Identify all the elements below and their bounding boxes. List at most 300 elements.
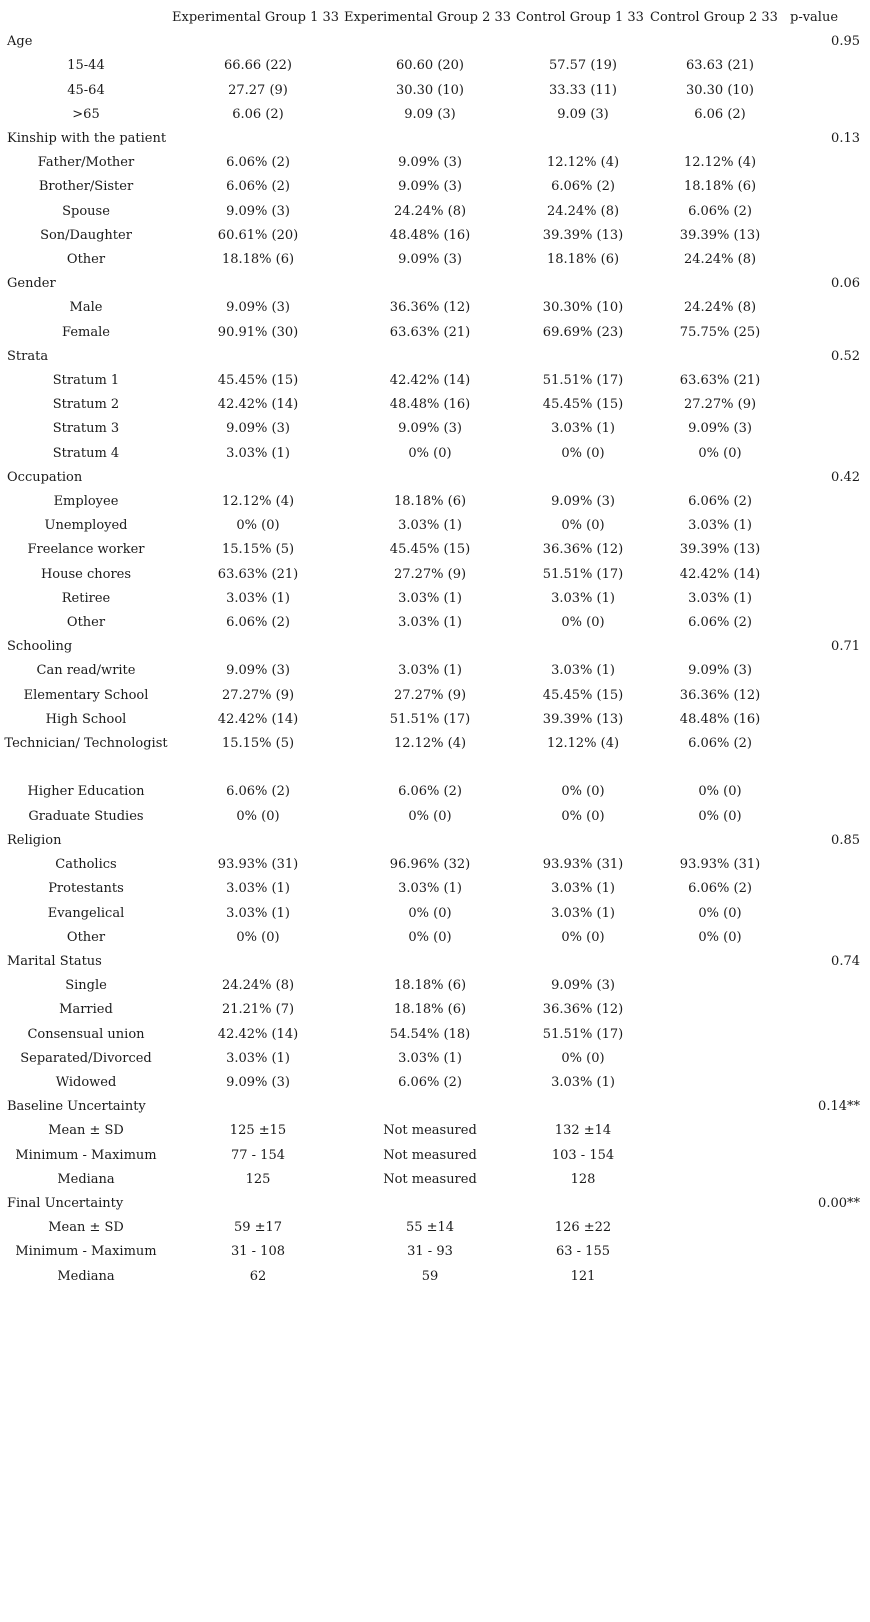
section-label: Marital Status	[7, 953, 102, 969]
value-cell: 36.36% (12)	[542, 542, 624, 558]
empty-cell	[790, 442, 862, 466]
value-cell: 12.12% (4)	[546, 736, 620, 752]
value-cell: 21.21% (7)	[221, 1002, 295, 1018]
empty-cell	[790, 248, 862, 272]
table-row	[0, 1144, 862, 1168]
value-cell: 3.03% (1)	[398, 590, 462, 606]
value-cell: Not measured	[383, 1171, 477, 1187]
row-label: Single	[65, 978, 107, 994]
section-label: Schooling	[7, 639, 73, 655]
section-p-value: 0.52	[831, 348, 860, 364]
section-label: Final Uncertainty	[7, 1195, 124, 1211]
section-label: Age	[7, 34, 33, 50]
value-cell: 3.03% (1)	[398, 663, 462, 679]
value-cell: 48.48% (16)	[679, 711, 761, 727]
section-row	[0, 1095, 862, 1119]
table-row	[0, 611, 862, 635]
value-cell: 24.24% (8)	[546, 203, 620, 219]
value-cell: 15.15% (5)	[221, 736, 295, 752]
value-cell	[650, 1023, 790, 1047]
empty-cell	[790, 151, 862, 175]
row-label: House chores	[40, 566, 132, 582]
value-cell: 77 - 154	[230, 1147, 285, 1163]
table-row	[0, 369, 862, 393]
section-row	[0, 950, 862, 974]
value-cell: 9.09% (3)	[398, 421, 462, 437]
value-cell: 6.06% (2)	[398, 784, 462, 800]
value-cell: 103 - 154	[551, 1147, 615, 1163]
section-row	[0, 272, 862, 296]
value-cell: 75.75% (25)	[679, 324, 761, 340]
value-cell: 6.06 (2)	[694, 106, 746, 122]
value-cell: 12.12% (4)	[546, 155, 620, 171]
row-label: Consensual union	[27, 1026, 145, 1042]
value-cell: 96.96% (32)	[389, 857, 471, 873]
value-cell: 0% (0)	[698, 784, 742, 800]
section-row	[0, 1192, 862, 1216]
value-cell: 6.06% (2)	[226, 784, 290, 800]
value-cell: 9.09% (3)	[551, 978, 615, 994]
table-row	[0, 805, 862, 829]
row-label: Stratum 2	[52, 397, 120, 413]
table-body	[0, 30, 862, 1289]
empty-cell	[790, 1119, 862, 1143]
value-cell	[650, 974, 790, 998]
section-row	[0, 345, 862, 369]
value-cell: 59	[421, 1268, 439, 1284]
section-row	[0, 635, 862, 659]
table-row	[0, 393, 862, 417]
table-row	[0, 998, 862, 1022]
value-cell: 45.45% (15)	[217, 373, 299, 389]
value-cell: 6.06% (2)	[688, 615, 752, 631]
row-label: Son/Daughter	[40, 227, 132, 243]
header-control-group-2: Control Group 2 33	[650, 10, 778, 25]
row-label: Minimum - Maximum	[15, 1244, 157, 1260]
value-cell: 132 ±14	[554, 1123, 612, 1139]
value-cell: 39.39% (13)	[679, 542, 761, 558]
empty-cell	[790, 79, 862, 103]
value-cell: 33.33 (11)	[548, 82, 618, 98]
value-cell: 93.93% (31)	[679, 857, 761, 873]
section-label: Baseline Uncertainty	[7, 1099, 146, 1115]
table-row	[0, 54, 862, 78]
table-row	[0, 732, 862, 780]
table-row	[0, 224, 862, 248]
value-cell: 125	[245, 1171, 271, 1187]
value-cell: 30.30% (10)	[542, 300, 624, 316]
value-cell: 42.42% (14)	[217, 711, 299, 727]
section-label: Gender	[7, 276, 56, 292]
value-cell: 0% (0)	[561, 518, 605, 534]
table-row	[0, 780, 862, 804]
table-row	[0, 79, 862, 103]
value-cell: 0% (0)	[561, 808, 605, 824]
row-label: Graduate Studies	[28, 808, 144, 824]
section-p-value: 0.42	[831, 469, 860, 485]
value-cell: 9.09 (3)	[404, 106, 456, 122]
value-cell: 0% (0)	[561, 615, 605, 631]
value-cell: 18.18% (6)	[683, 179, 757, 195]
row-label: 45-64	[67, 82, 105, 98]
header-experimental-group-2: Experimental Group 2 33	[344, 10, 512, 25]
value-cell: 6.06% (2)	[398, 1074, 462, 1090]
row-label: Separated/Divorced	[20, 1050, 152, 1066]
value-cell: 45.45% (15)	[542, 687, 624, 703]
value-cell: 15.15% (5)	[221, 542, 295, 558]
value-cell: 6.06% (2)	[551, 179, 615, 195]
value-cell: 6.06% (2)	[226, 615, 290, 631]
value-cell	[650, 1047, 790, 1071]
value-cell: 27.27% (9)	[393, 566, 467, 582]
value-cell: 6.06 (2)	[232, 106, 284, 122]
row-label: Widowed	[55, 1074, 117, 1090]
value-cell: 42.42% (14)	[217, 1026, 299, 1042]
value-cell: 39.39% (13)	[679, 227, 761, 243]
value-cell: 9.09% (3)	[226, 1074, 290, 1090]
empty-cell	[790, 732, 862, 780]
section-label: Occupation	[7, 469, 83, 485]
value-cell: 0% (0)	[408, 905, 452, 921]
value-cell: 3.03% (1)	[551, 905, 615, 921]
value-cell: 9.09% (3)	[226, 663, 290, 679]
value-cell: 3.03% (1)	[398, 881, 462, 897]
empty-cell	[790, 490, 862, 514]
section-row	[0, 466, 862, 490]
value-cell: 9.09% (3)	[398, 179, 462, 195]
value-cell: 27.27% (9)	[221, 687, 295, 703]
value-cell: 9.09% (3)	[398, 155, 462, 171]
value-cell: 0% (0)	[698, 905, 742, 921]
value-cell: 63.63% (21)	[217, 566, 299, 582]
value-cell: 0% (0)	[408, 445, 452, 461]
value-cell	[650, 1168, 790, 1192]
row-label: Father/Mother	[37, 155, 135, 171]
table-row	[0, 1071, 862, 1095]
empty-cell	[790, 224, 862, 248]
row-label: Mediana	[57, 1268, 115, 1284]
table-row	[0, 587, 862, 611]
empty-cell	[790, 684, 862, 708]
table-row	[0, 538, 862, 562]
value-cell: 9.09% (3)	[226, 300, 290, 316]
value-cell: 3.03% (1)	[226, 905, 290, 921]
value-cell: 93.93% (31)	[217, 857, 299, 873]
section-label: Religion	[7, 832, 62, 848]
section-row	[0, 30, 862, 54]
table-row	[0, 1119, 862, 1143]
value-cell: 36.36% (12)	[389, 300, 471, 316]
row-label: 15-44	[67, 58, 105, 74]
demographics-table	[0, 6, 862, 1289]
empty-cell	[790, 877, 862, 901]
empty-cell	[790, 780, 862, 804]
value-cell: 6.06% (2)	[226, 155, 290, 171]
value-cell: 24.24% (8)	[683, 300, 757, 316]
value-cell: 57.57 (19)	[548, 58, 618, 74]
value-cell: 6.06% (2)	[688, 736, 752, 752]
value-cell: 3.03% (1)	[226, 590, 290, 606]
value-cell: 30.30 (10)	[685, 82, 755, 98]
value-cell: 9.09 (3)	[557, 106, 609, 122]
value-cell: 0% (0)	[698, 808, 742, 824]
value-cell: 51.51% (17)	[542, 1026, 624, 1042]
empty-cell	[790, 805, 862, 829]
value-cell	[650, 1071, 790, 1095]
value-cell: 24.24% (8)	[683, 252, 757, 268]
value-cell: 125 ±15	[229, 1123, 287, 1139]
row-label: Mean ± SD	[48, 1123, 124, 1139]
table-row	[0, 296, 862, 320]
value-cell: 3.03% (1)	[226, 445, 290, 461]
value-cell: 12.12% (4)	[221, 494, 295, 510]
table-row	[0, 200, 862, 224]
row-label: Employee	[53, 494, 119, 510]
section-p-value: 0.14**	[818, 1099, 860, 1115]
table-row	[0, 1265, 862, 1289]
row-label: Minimum - Maximum	[15, 1147, 157, 1163]
table-row	[0, 1047, 862, 1071]
value-cell: 30.30 (10)	[395, 82, 465, 98]
row-label: Male	[69, 300, 103, 316]
value-cell: 3.03% (1)	[551, 881, 615, 897]
row-label: Brother/Sister	[38, 179, 134, 195]
empty-cell	[790, 369, 862, 393]
value-cell: 12.12% (4)	[683, 155, 757, 171]
value-cell: 18.18% (6)	[221, 252, 295, 268]
table-row	[0, 1240, 862, 1264]
empty-cell	[790, 926, 862, 950]
table-row	[0, 708, 862, 732]
row-label: Retiree	[61, 590, 111, 606]
value-cell: 24.24% (8)	[221, 978, 295, 994]
empty-cell	[790, 514, 862, 538]
value-cell: 51.51% (17)	[389, 711, 471, 727]
value-cell: 36.36% (12)	[679, 687, 761, 703]
section-p-value: 0.00**	[818, 1195, 860, 1211]
table-row	[0, 1168, 862, 1192]
value-cell: 0% (0)	[408, 808, 452, 824]
value-cell: 3.03% (1)	[551, 1074, 615, 1090]
value-cell: 3.03% (1)	[688, 518, 752, 534]
empty-cell	[790, 296, 862, 320]
value-cell: 0% (0)	[236, 808, 280, 824]
empty-cell	[790, 1168, 862, 1192]
table-row	[0, 926, 862, 950]
row-label: Higher Education	[27, 784, 145, 800]
value-cell: 27.27% (9)	[393, 687, 467, 703]
value-cell: 128	[570, 1171, 596, 1187]
value-cell: 36.36% (12)	[542, 1002, 624, 1018]
value-cell: 6.06% (2)	[688, 203, 752, 219]
empty-cell	[790, 200, 862, 224]
value-cell: 93.93% (31)	[542, 857, 624, 873]
empty-cell	[790, 1071, 862, 1095]
value-cell: 63.63% (21)	[389, 324, 471, 340]
value-cell: 9.09% (3)	[688, 663, 752, 679]
value-cell: 27.27% (9)	[683, 397, 757, 413]
value-cell	[650, 1265, 790, 1289]
value-cell: 51.51% (17)	[542, 566, 624, 582]
value-cell: 6.06% (2)	[688, 881, 752, 897]
row-label: Protestants	[48, 881, 124, 897]
row-label: Stratum 1	[52, 373, 120, 389]
value-cell: 0% (0)	[561, 929, 605, 945]
row-label: Elementary School	[23, 687, 149, 703]
header-experimental-group-1: Experimental Group 1 33	[172, 10, 340, 25]
table-row	[0, 853, 862, 877]
row-label: Catholics	[55, 857, 117, 873]
value-cell: 39.39% (13)	[542, 227, 624, 243]
section-p-value: 0.95	[831, 34, 860, 50]
table-row	[0, 1216, 862, 1240]
value-cell: 55 ±14	[405, 1220, 455, 1236]
value-cell: 3.03% (1)	[226, 1050, 290, 1066]
empty-cell	[790, 417, 862, 441]
table-row	[0, 151, 862, 175]
value-cell: 24.24% (8)	[393, 203, 467, 219]
value-cell: 66.66 (22)	[223, 58, 293, 74]
value-cell: 9.09% (3)	[226, 203, 290, 219]
empty-cell	[790, 54, 862, 78]
table-row	[0, 877, 862, 901]
table-row	[0, 490, 862, 514]
empty-cell	[790, 393, 862, 417]
section-row	[0, 127, 862, 151]
value-cell: 42.42% (14)	[389, 373, 471, 389]
value-cell: 90.91% (30)	[217, 324, 299, 340]
value-cell: 9.09% (3)	[551, 494, 615, 510]
row-label: Freelance worker	[27, 542, 145, 558]
table-row	[0, 417, 862, 441]
value-cell: 0% (0)	[698, 929, 742, 945]
section-p-value: 0.85	[831, 832, 860, 848]
value-cell: 63 - 155	[555, 1244, 610, 1260]
value-cell: 3.03% (1)	[551, 590, 615, 606]
value-cell: 63.63% (21)	[679, 373, 761, 389]
value-cell: 3.03% (1)	[226, 881, 290, 897]
section-label: Kinship with the patient	[7, 131, 167, 147]
value-cell: 51.51% (17)	[542, 373, 624, 389]
value-cell: 45.45% (15)	[389, 542, 471, 558]
value-cell: 3.03% (1)	[551, 663, 615, 679]
value-cell: 3.03% (1)	[551, 421, 615, 437]
table-row	[0, 1023, 862, 1047]
table-row	[0, 684, 862, 708]
empty-cell	[790, 974, 862, 998]
empty-cell	[790, 1265, 862, 1289]
empty-cell	[790, 538, 862, 562]
value-cell: 9.09% (3)	[688, 421, 752, 437]
value-cell: 48.48% (16)	[389, 227, 471, 243]
value-cell: 48.48% (16)	[389, 397, 471, 413]
value-cell: 6.06% (2)	[226, 179, 290, 195]
empty-cell	[790, 853, 862, 877]
table-row	[0, 514, 862, 538]
value-cell: 31 - 93	[407, 1244, 453, 1260]
value-cell: 18.18% (6)	[393, 978, 467, 994]
table-row	[0, 902, 862, 926]
value-cell	[650, 1144, 790, 1168]
table-row	[0, 321, 862, 345]
empty-cell	[790, 103, 862, 127]
value-cell	[650, 1216, 790, 1240]
empty-cell	[790, 998, 862, 1022]
row-label: Evangelical	[47, 905, 125, 921]
empty-cell	[790, 659, 862, 683]
value-cell: Not measured	[383, 1123, 477, 1139]
header-blank	[0, 6, 172, 30]
value-cell: 54.54% (18)	[389, 1026, 471, 1042]
section-p-value: 0.74	[831, 953, 860, 969]
value-cell: 18.18% (6)	[546, 252, 620, 268]
value-cell: 60.61% (20)	[217, 227, 299, 243]
empty-cell	[790, 1047, 862, 1071]
empty-cell	[790, 611, 862, 635]
value-cell: 3.03% (1)	[398, 615, 462, 631]
table-row	[0, 248, 862, 272]
value-cell: 18.18% (6)	[393, 494, 467, 510]
value-cell: 62	[249, 1268, 267, 1284]
value-cell: 9.09% (3)	[398, 252, 462, 268]
value-cell: Not measured	[383, 1147, 477, 1163]
value-cell: 39.39% (13)	[542, 711, 624, 727]
table-row	[0, 175, 862, 199]
row-label: Female	[62, 324, 110, 340]
value-cell: 3.03% (1)	[688, 590, 752, 606]
row-label: >65	[72, 106, 100, 122]
empty-cell	[790, 563, 862, 587]
header-p-value: p-value	[790, 10, 839, 25]
value-cell: 6.06% (2)	[688, 494, 752, 510]
value-cell: 3.03% (1)	[398, 518, 462, 534]
section-p-value: 0.71	[831, 639, 860, 655]
row-label: Spouse	[62, 203, 110, 219]
value-cell: 59 ±17	[233, 1220, 283, 1236]
row-label: Married	[59, 1002, 113, 1018]
value-cell: 27.27 (9)	[228, 82, 288, 98]
empty-cell	[790, 1216, 862, 1240]
section-row	[0, 829, 862, 853]
value-cell: 9.09% (3)	[226, 421, 290, 437]
row-label: Other	[66, 252, 106, 268]
value-cell: 0% (0)	[236, 518, 280, 534]
row-label: Mean ± SD	[48, 1220, 124, 1236]
value-cell: 31 - 108	[230, 1244, 285, 1260]
table-row	[0, 974, 862, 998]
value-cell: 0% (0)	[698, 445, 742, 461]
row-label: Stratum 4	[52, 445, 120, 461]
value-cell: 0% (0)	[561, 445, 605, 461]
value-cell: 12.12% (4)	[393, 736, 467, 752]
row-label: Mediana	[57, 1171, 115, 1187]
empty-cell	[790, 902, 862, 926]
empty-cell	[790, 321, 862, 345]
empty-cell	[790, 1023, 862, 1047]
empty-cell	[790, 587, 862, 611]
table-row	[0, 103, 862, 127]
empty-cell	[790, 175, 862, 199]
row-label: High School	[45, 711, 127, 727]
value-cell: 63.63 (21)	[685, 58, 755, 74]
table-row	[0, 659, 862, 683]
value-cell	[650, 998, 790, 1022]
value-cell: 0% (0)	[408, 929, 452, 945]
row-label: Stratum 3	[52, 421, 120, 437]
section-p-value: 0.13	[831, 131, 860, 147]
table-row	[0, 442, 862, 466]
empty-cell	[790, 708, 862, 732]
